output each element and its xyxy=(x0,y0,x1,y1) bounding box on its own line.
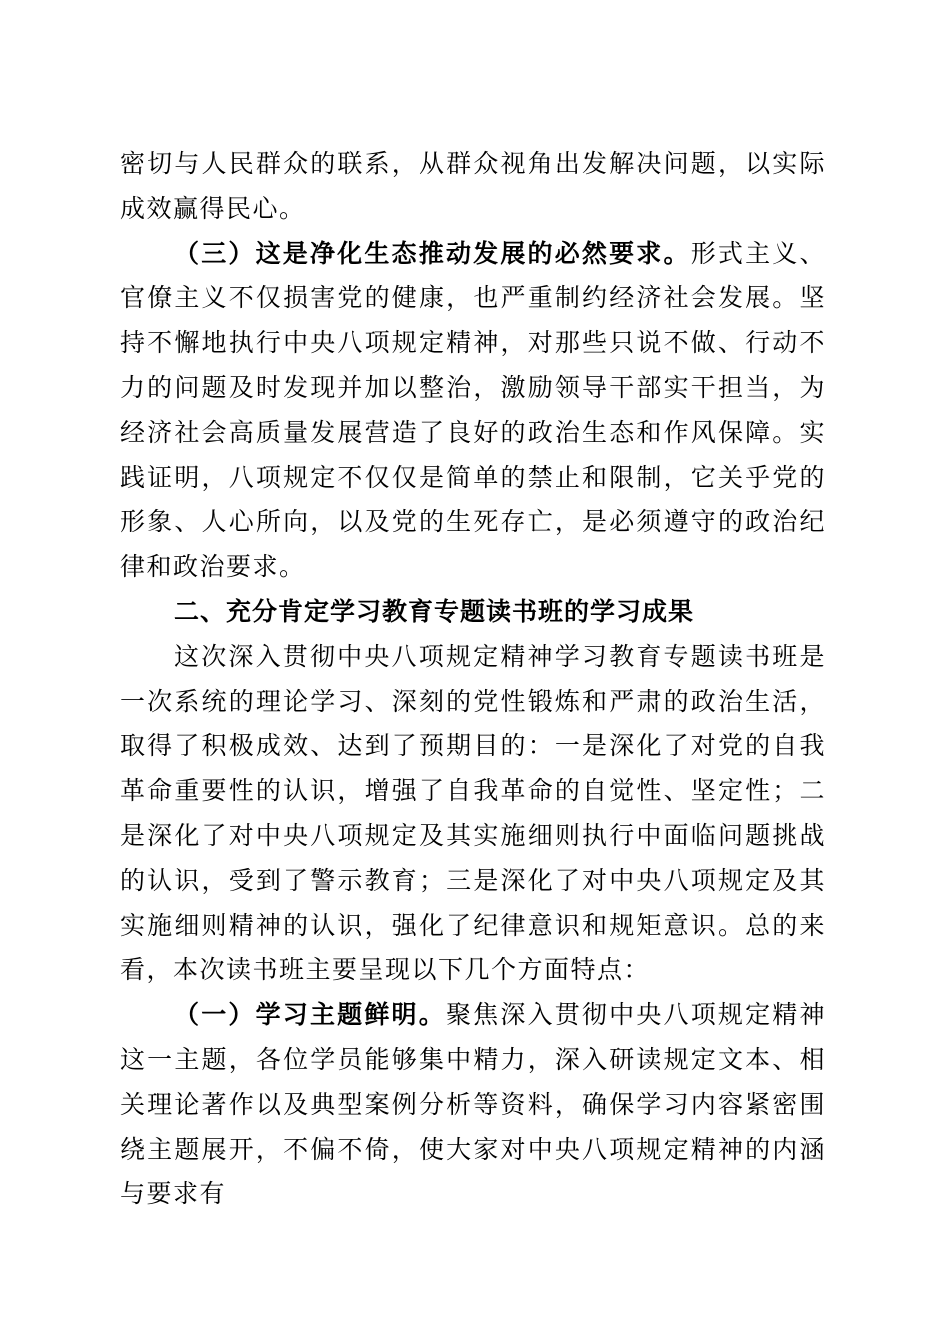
document-page xyxy=(120,142,826,1217)
paragraph-feature-one xyxy=(120,993,826,1217)
paragraph-lead-bold: （三）这是净化生态推动发展的必然要求。 xyxy=(174,238,691,268)
paragraph-section-three xyxy=(120,232,826,590)
paragraph-achievements xyxy=(120,635,826,993)
paragraph-lead-bold: （一）学习主题鲜明。 xyxy=(174,1000,446,1030)
paragraph-text: 这次深入贯彻中央八项规定精神学习教育专题读书班是一次系统的理论学习、深刻的党性锻炼和严肃的政治生活，取得了积极成效、达到了预期目的：一是深化了对党的自我革命重要性的认识，增强了自我革命的自觉性、坚定性；二是深化了对中央八项规定及其实施细则执行中面临问题挑战的认识，受到了警示教育；三是深化了对中央八项规定及其实施细则精神的认识，强化了纪律意识和规矩意识。总的来看，本次读书班主要呈现以下几个方面特点： xyxy=(120,641,826,985)
paragraph-continuation xyxy=(120,142,826,232)
paragraph-text: 密切与人民群众的联系，从群众视角出发解决问题，以实际成效赢得民心。 xyxy=(120,149,826,223)
paragraph-text: 聚焦深入贯彻中央八项规定精神这一主题，各位学员能够集中精力，深入研读规定文本、相关理论著作以及典型案例分析等资料，确保学习内容紧密围绕主题展开，不偏不倚，使大家对中央八项规定精神的内涵与要求有 xyxy=(120,1000,826,1209)
paragraph-text: 形式主义、官僚主义不仅损害党的健康，也严重制约经济社会发展。坚持不懈地执行中央八项规定精神，对那些只说不做、行动不力的问题及时发现并加以整治，激励领导干部实干担当，为经济社会高质量发展营造了良好的政治生态和作风保障。实践证明，八项规定不仅仅是简单的禁止和限制，它关乎党的形象、人心所向，以及党的生死存亡，是必须遵守的政治纪律和政治要求。 xyxy=(120,238,826,582)
section-heading: 二、充分肯定学习教育专题读书班的学习成果 xyxy=(174,596,695,626)
